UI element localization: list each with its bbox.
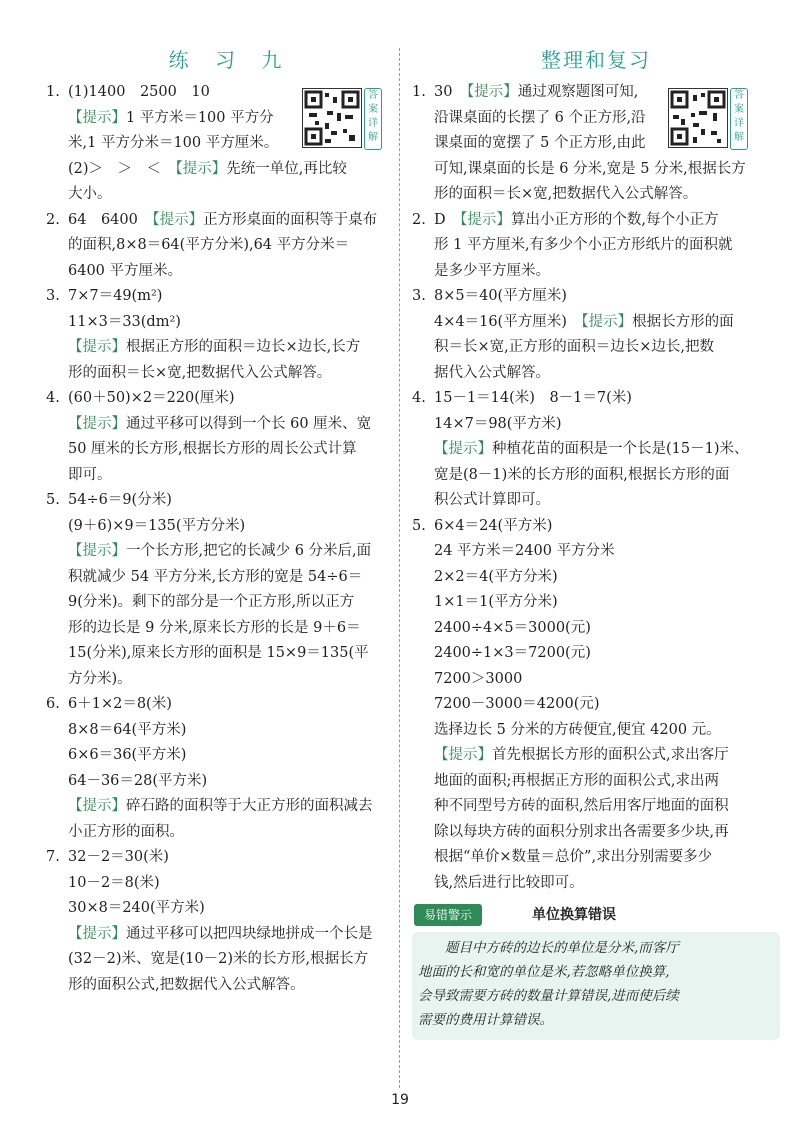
hint-text: 根据长方形的面 [632,313,734,330]
answer-text: 根据“单价×数量＝总价”,求出分别需要多少 [434,849,713,865]
answer-text: 7×7＝49(m²) [68,288,163,304]
warning-line: 会导致需要方砖的数量计算错误,进而使后续 [418,988,679,1004]
answer-text: 2400÷4×5＝3000(元) [434,619,591,636]
answer-text: 首先根据长方形的面积公式,求出客厅 [492,747,729,763]
warning-line: 需要的费用计算错误。 [418,1012,553,1028]
answer-text: 1×1＝1(平方分米) [434,594,558,610]
answer-line [412,208,780,234]
answer-text: 8×5＝40(平方厘米) [434,288,567,304]
answer-line [46,820,414,846]
answer-line [46,386,414,412]
warning-line: 地面的长和宽的单位是米,若忽略单位换算, [418,964,670,980]
answer-text: 1 平方米＝100 平方分 [126,109,274,126]
hint-label: 【提示】 [175,160,227,177]
answer-text: (9＋6)×9＝135(平方分米) [68,517,246,534]
right-body [412,80,780,896]
left-column [46,40,414,998]
answer-text: 积＝长×宽,正方形的面积＝边长×边长,把数 [434,339,715,355]
answer-line [46,437,414,463]
answer-line [412,871,780,897]
answer-text: 6×6＝36(平方米) [68,747,187,763]
answer-text: 种不同型号方砖的面积,然后用客厅地面的面积 [434,798,729,814]
answer-line [46,463,414,489]
question-number: 1. [412,84,426,100]
answer-text: 50 厘米的长方形,根据长方形的周长公式计算 [68,441,357,457]
answer-text: 方分米)。 [68,670,132,687]
answer-line [46,565,414,591]
hint-text: 算出小正方形的个数,每个小正方 [510,211,719,228]
answer-line [46,692,414,718]
right-column [412,40,780,1040]
left-body [46,80,414,998]
answer-text: (1)1400 2500 10 [68,84,210,100]
answer-text: 宽是(8－1)米的长方形的面积,根据长方形的面 [434,466,730,483]
answer-text: 课桌面的宽摆了 5 个正方形,由此 [434,135,646,151]
answer-text: 7200－3000＝4200(元) [434,696,600,712]
hint-label: 【提示】 [152,211,204,228]
answer-text: 30 [434,84,467,100]
hint-label: 【提示】 [68,109,126,126]
answer-line [412,794,780,820]
answer-line [412,845,780,871]
hint-label: 【提示】 [68,339,126,355]
hint-text: 通过观察题图可知, [517,84,639,100]
answer-text: 形的面积＝长×宽,把数据代入公式解答。 [434,186,698,202]
answer-text: 除以每块方砖的面积分别求出各需要多少块,再 [434,823,729,840]
answer-text: 9(分米)。剩下的部分是一个正方形,所以正方 [68,594,355,610]
answer-line [412,361,780,387]
answer-text: 种植花苗的面积是一个长是(15－1)米、 [492,441,749,457]
hint-label: 【提示】 [68,925,126,942]
answer-text: 30×8＝240(平方米) [68,900,205,916]
answer-line [46,539,414,565]
answer-text: 64－36＝28(平方米) [68,772,208,789]
answer-line [412,718,780,744]
answer-text: 24 平方米＝2400 平方分米 [434,543,615,559]
answer-line [46,208,414,234]
answer-text: D [434,211,461,228]
hint-text: 正方形桌面的面积等于桌布 [203,211,378,228]
answer-line [46,871,414,897]
answer-text: 6＋1×2＝8(米) [68,696,172,712]
qr-code-icon [302,88,362,148]
answer-text: 即可。 [68,466,112,483]
hint-label: 【提示】 [581,313,633,330]
answer-text: 14×7＝98(平方米) [434,415,562,432]
section-title-review: 整理和复习 [541,48,651,72]
answer-line [412,590,780,616]
warning-box [412,932,780,1040]
answer-line [46,973,414,999]
answer-line [46,743,414,769]
answer-text: 6400 平方厘米。 [68,262,183,279]
answer-line [46,947,414,973]
answer-text: 8×8＝64(平方米) [68,721,187,738]
answer-line [412,182,780,208]
answer-text: 一个长方形,把它的长减少 6 分米后,面 [126,543,372,559]
answer-text: 2×2＝4(平方分米) [434,568,558,585]
answer-line [412,386,780,412]
answer-line [412,667,780,693]
answer-text: 形的面积公式,把数据代入公式解答。 [68,976,305,993]
answer-text: 据代入公式解答。 [434,364,550,381]
question-number: 1. [46,84,60,100]
answer-line [46,310,414,336]
answer-text: 米,1 平方分米＝100 平方厘米。 [68,135,279,151]
answer-line [46,590,414,616]
answer-line [46,182,414,208]
answer-line [412,641,780,667]
answer-text: 2400÷1×3＝7200(元) [434,645,591,661]
answer-text: 54÷6＝9(分米) [68,492,172,508]
answer-line [46,641,414,667]
qr-block-left [302,88,386,160]
answer-text: (2)＞ ＞ ＜ [68,160,176,177]
answer-line [46,259,414,285]
answer-text: 积就减少 54 平方分米,长方形的宽是 54÷6＝ [68,568,363,585]
answer-line [46,361,414,387]
hint-label: 【提示】 [68,415,126,432]
answer-text: 10－2＝8(米) [68,874,160,891]
answer-text: 地面的面积;再根据正方形的面积公式,求出两 [434,772,719,789]
hint-label: 【提示】 [434,747,492,763]
question-number: 5. [46,492,60,508]
answer-text: 碎石路的面积等于大正方形的面积减去 [126,798,373,814]
question-number: 4. [46,390,60,406]
answer-line [412,437,780,463]
answer-text: 形的边长是 9 分米,原来长方形的长是 9＋6＝ [68,619,361,636]
answer-text: 64 6400 [68,211,153,228]
hint-label: 【提示】 [460,211,511,228]
answer-text: (32－2)米、宽是(10－2)米的长方形,根据长方 [68,951,369,967]
column-divider [399,48,400,1088]
answer-line [412,412,780,438]
warning-line: 题目中方砖的边长的单位是分米,而客厅 [418,940,679,956]
answer-text: 是多少平方厘米。 [434,262,550,279]
hint-label: 【提示】 [434,441,492,457]
answer-line [412,310,780,336]
answer-text: 沿课桌面的长摆了 6 个正方形,沿 [434,109,646,126]
answer-text: 6×4＝24(平方米) [434,517,553,534]
answer-text: 形 1 平方厘米,有多少个小正方形纸片的面积就 [434,237,733,253]
answer-line [412,335,780,361]
answer-line [412,616,780,642]
answer-text: 4×4＝16(平方厘米) [434,313,582,330]
question-number: 3. [412,288,426,304]
qr-side-label: 答 案 详 解 [364,88,382,150]
answer-text: 钱,然后进行比较即可。 [434,874,584,891]
answer-line [46,412,414,438]
warning-title: 单位换算错误 [532,907,616,923]
qr-side-label: 答 案 详 解 [730,88,748,150]
answer-line [412,233,780,259]
answer-line [412,539,780,565]
answer-line [46,794,414,820]
answer-line [412,488,780,514]
answer-line [412,157,780,183]
answer-line [412,514,780,540]
question-number: 7. [46,849,60,865]
answer-line [46,284,414,310]
answer-line [46,514,414,540]
answer-text: 可知,课桌面的长是 6 分米,宽是 5 分米,根据长方 [434,160,746,177]
question-number: 2. [46,211,60,228]
answer-line [412,259,780,285]
warning-badge: 易错警示 [414,904,482,926]
answer-line [412,463,780,489]
answer-text: 选择边长 5 分米的方砖便宜,便宜 4200 元。 [434,721,721,738]
qr-block-right [668,88,752,160]
page-number: 19 [391,1092,409,1108]
answer-text: (60＋50)×2＝220(厘米) [68,390,235,406]
answer-line [46,233,414,259]
warning-header [412,902,780,932]
hint-text: 先统一单位,再比较 [226,160,347,177]
answer-text: 的面积,8×8＝64(平方分米),64 平方分米＝ [68,237,350,253]
answer-line [412,820,780,846]
question-number: 2. [412,211,426,228]
question-number: 6. [46,696,60,712]
section-title-exercise-9: 练 习 九 [168,48,292,72]
answer-line [46,616,414,642]
answer-text: 通过平移可以得到一个长 60 厘米、宽 [126,415,372,432]
answer-text: 15－1＝14(米) 8－1＝7(米) [434,390,632,406]
answer-line [46,488,414,514]
question-number: 3. [46,288,60,304]
answer-line [46,718,414,744]
hint-label: 【提示】 [68,798,126,814]
qr-code-icon [668,88,728,148]
hint-label: 【提示】 [466,84,518,100]
answer-text: 11×3＝33(dm²) [68,313,181,330]
answer-line [46,157,414,183]
answer-line [46,335,414,361]
answer-line [412,565,780,591]
answer-line [46,769,414,795]
answer-text: 通过平移可以把四块绿地拼成一个长是 [126,925,373,942]
answer-text: 大小。 [68,186,112,202]
answer-text: 小正方形的面积。 [68,823,184,840]
answer-line [412,692,780,718]
answer-line [412,284,780,310]
answer-text: 15(分米),原来长方形的面积是 15×9＝135(平 [68,645,369,661]
answer-line [412,769,780,795]
hint-label: 【提示】 [68,543,126,559]
answer-text: 根据正方形的面积＝边长×边长,长方 [126,339,361,355]
answer-text: 形的面积＝长×宽,把数据代入公式解答。 [68,364,332,381]
answer-text: 积公式计算即可。 [434,492,550,508]
question-number: 5. [412,517,426,534]
answer-line [46,667,414,693]
answer-line [412,743,780,769]
answer-text: 32－2＝30(米) [68,849,169,865]
question-number: 4. [412,390,426,406]
answer-line [46,896,414,922]
answer-line [46,845,414,871]
answer-text: 7200＞3000 [434,670,523,687]
answer-line [46,922,414,948]
